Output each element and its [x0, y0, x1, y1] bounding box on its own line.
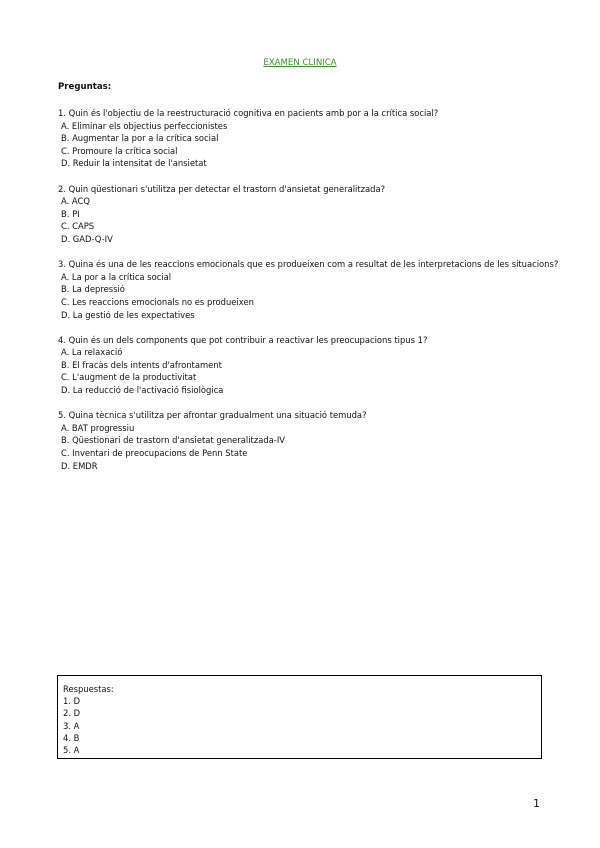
option-d: D. La reducció de l'activació fisiològica: [61, 385, 224, 396]
option-list: [58, 271, 548, 321]
option-list: [58, 346, 548, 396]
answers-heading: Respuestas:: [63, 684, 114, 694]
option-d: D. La gestió de les expectatives: [61, 309, 195, 320]
question-text: 2. Quin qüestionari s'utilitza per detectar el trastorn d'ansietat generalitzada?: [58, 183, 386, 194]
option-b: B. El fracàs dels intents d'afrontament: [61, 359, 222, 370]
option-b: B. Augmentar la por a la crítica social: [61, 133, 219, 144]
option-b: B. Qüestionari de trastorn d'ansietat generalitzada-IV: [61, 435, 286, 446]
question-4: [58, 334, 548, 397]
option-c: C. Les reaccions emocionals no es produeixen: [61, 296, 254, 307]
questions-heading: Preguntas:: [58, 82, 112, 92]
question-5: [58, 409, 548, 472]
option-d: D. Reduir la intensitat de l'ansietat: [61, 158, 207, 169]
answer-item: 1. D: [63, 696, 81, 707]
question-1: [58, 107, 548, 170]
option-a: A. ACQ: [61, 196, 90, 207]
option-a: A. La por a la crítica social: [61, 271, 172, 282]
answer-item: 4. B: [63, 732, 80, 743]
option-c: C. CAPS: [61, 221, 95, 232]
question-text: 1. Quin és l'objectiu de la reestructuració cognitiva en pacients amb por a la crítica social?: [58, 108, 439, 118]
option-c: C. L'augment de la productivitat: [61, 372, 197, 383]
option-a: A. Eliminar els objectius perfeccionistes: [61, 120, 228, 131]
questions-list: [58, 107, 559, 485]
answers-box: [57, 675, 542, 759]
page-number: 1: [533, 797, 540, 810]
option-a: A. La relaxació: [61, 347, 123, 358]
document-title: EXAMEN CLINICA: [263, 58, 337, 68]
option-d: D. GAD-Q-IV: [61, 233, 113, 244]
answer-item: 5. A: [63, 745, 80, 756]
question-text: 3. Quina és una de les reaccions emocionals que es produeixen com a resultat de les interpretacions de les situacions?: [58, 259, 559, 270]
option-d: D. EMDR: [61, 460, 98, 471]
option-a: A. BAT progressiu: [61, 422, 135, 433]
option-c: C. Inventari de preocupacions de Penn State: [61, 448, 248, 459]
option-b: B. PI: [61, 208, 80, 219]
question-3: [58, 258, 559, 321]
option-list: [58, 195, 548, 245]
question-text: 4. Quin és un dels components que pot contribuir a reactivar les preocupacions tipus 1?: [58, 334, 428, 345]
question-text: 5. Quina tècnica s'utilitza per afrontar gradualment una situació temuda?: [58, 410, 367, 421]
option-list: [58, 422, 548, 472]
option-list: [58, 120, 548, 170]
option-c: C. Promoure la crítica social: [61, 145, 178, 156]
answer-item: 3. A: [63, 720, 80, 731]
question-2: [58, 183, 548, 246]
option-b: B. La depressió: [61, 284, 125, 295]
answer-item: 2. D: [63, 708, 81, 719]
